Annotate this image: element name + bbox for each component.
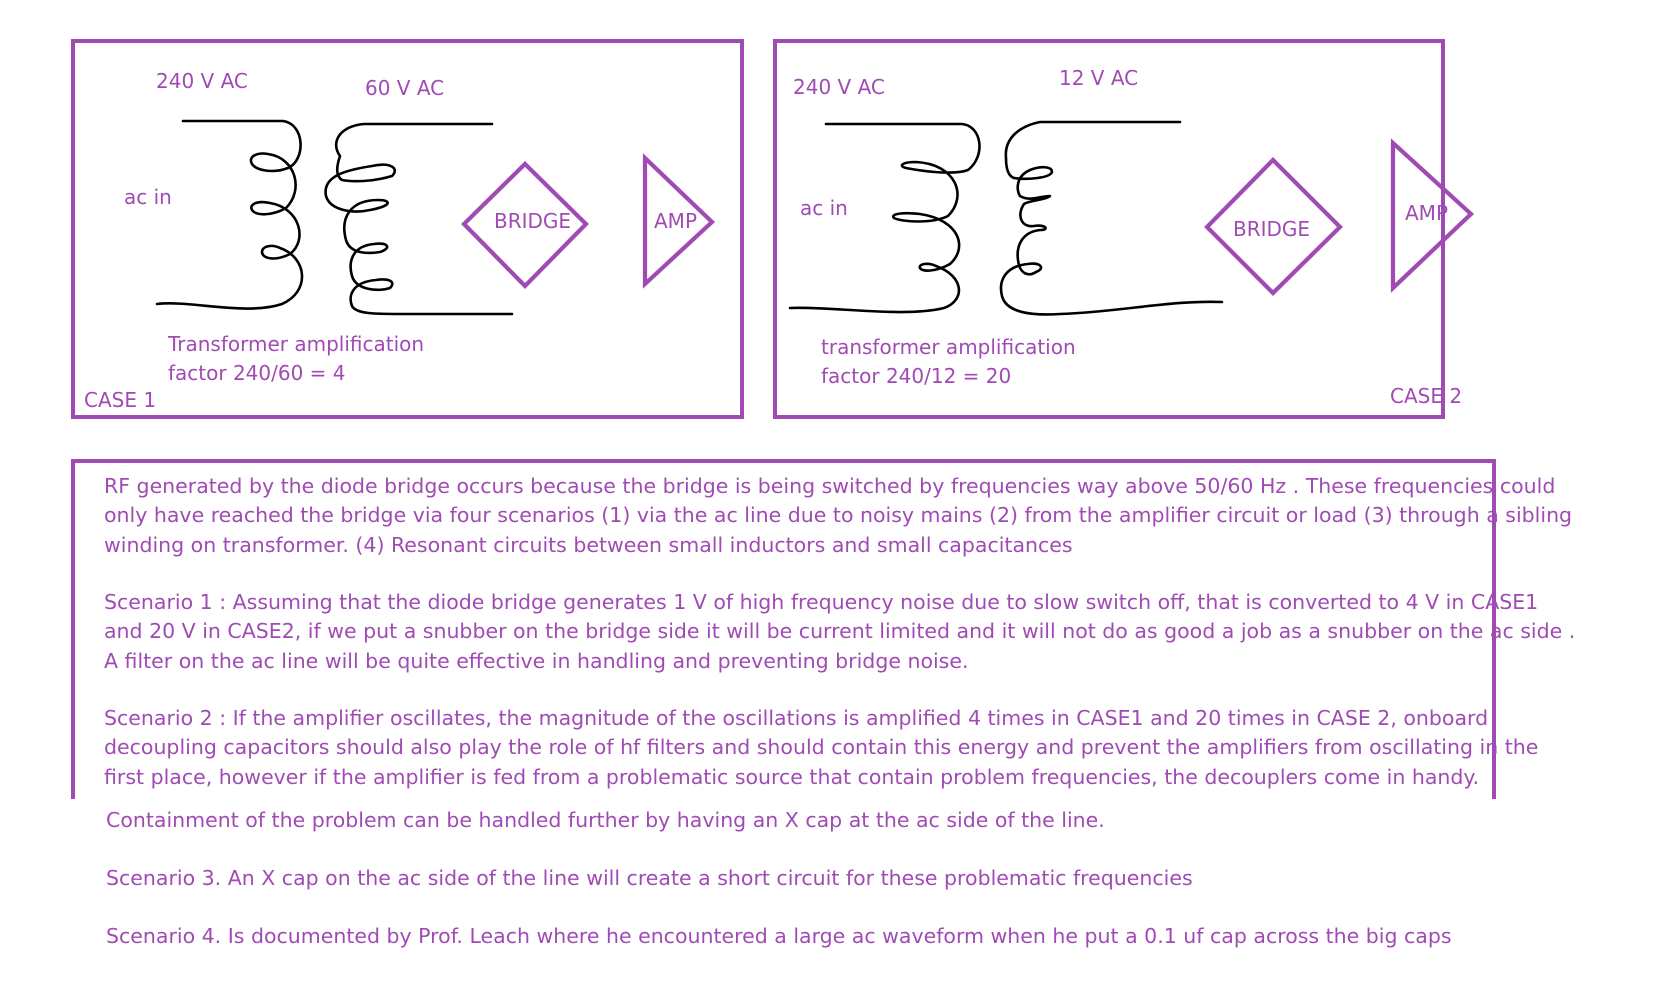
case2-factor-line1: transformer amplification	[821, 335, 1076, 359]
intro-paragraph	[104, 472, 1572, 560]
scenario1-paragraph	[104, 588, 1575, 676]
scenario1-line: and 20 V in CASE2, if we put a snubber on the bridge side it will be current limited and it will not do as good a job as a snubber on the ac side .	[104, 619, 1576, 644]
case1-secondary-voltage: 60 V AC	[365, 76, 445, 100]
intro-line: winding on transformer. (4) Resonant circuits between small inductors and small capacitances	[104, 532, 1073, 557]
scenario3-paragraph: Scenario 3. An X cap on the ac side of the line will create a short circuit for these problematic frequencies	[106, 866, 1193, 890]
scenario1-line: A filter on the ac line will be quite effective in handling and preventing bridge noise.	[104, 648, 969, 673]
case2-factor-line2: factor 240/12 = 20	[821, 364, 1012, 388]
scenario4-paragraph: Scenario 4. Is documented by Prof. Leach where he encountered a large ac waveform when he put a 0.1 uf cap across the big caps	[106, 924, 1452, 948]
case1-primary-winding	[157, 121, 302, 309]
scenario2-line: first place, however if the amplifier is fed from a problematic source that contain problem frequencies, the decouplers come in handy.	[104, 764, 1480, 789]
case1-factor-line2: factor 240/60 = 4	[168, 361, 346, 385]
case2-primary-voltage: 240 V AC	[793, 75, 885, 99]
case1-input-label: ac in	[124, 185, 172, 209]
case1-case-label: CASE 1	[84, 388, 157, 412]
case1-secondary-winding	[326, 124, 512, 314]
intro-line: only have reached the bridge via four scenarios (1) via the ac line due to noisy mains (2) from the amplifier circuit or load (3) through a sibling	[104, 503, 1573, 528]
scenario2-line: Scenario 2 : If the amplifier oscillates, the magnitude of the oscillations is amplified 4 times in CASE1 and 20 times in CASE 2, onboard	[104, 706, 1489, 730]
intro-line: RF generated by the diode bridge occurs because the bridge is being switched by frequencies way above 50/60 Hz . These frequencies could	[104, 474, 1556, 498]
case2-case-label: CASE 2	[1390, 384, 1463, 408]
case2-input-label: ac in	[800, 196, 848, 220]
case1-factor-line1: Transformer amplification	[168, 332, 425, 356]
scenario2-paragraph	[104, 704, 1538, 792]
case2-secondary-winding	[1001, 122, 1222, 314]
case2-secondary-voltage: 12 V AC	[1059, 66, 1139, 90]
case2-amp-label: AMP	[1405, 201, 1448, 225]
case2-bridge-label: BRIDGE	[1233, 217, 1311, 241]
scenario1-line: Scenario 1 : Assuming that the diode bridge generates 1 V of high frequency noise due to slow switch off, that is converted to 4 V in CASE1	[104, 590, 1539, 614]
scenario2-line: decoupling capacitors should also play the role of hf filters and should contain this energy and prevent the amplifiers from oscillating in the	[104, 735, 1539, 760]
case1-amp-label: AMP	[654, 209, 697, 233]
case1-bridge-label: BRIDGE	[494, 209, 572, 233]
case1-primary-voltage: 240 V AC	[156, 69, 248, 93]
scenario2-continuation: Containment of the problem can be handled further by having an X cap at the ac side of the line.	[106, 808, 1105, 832]
